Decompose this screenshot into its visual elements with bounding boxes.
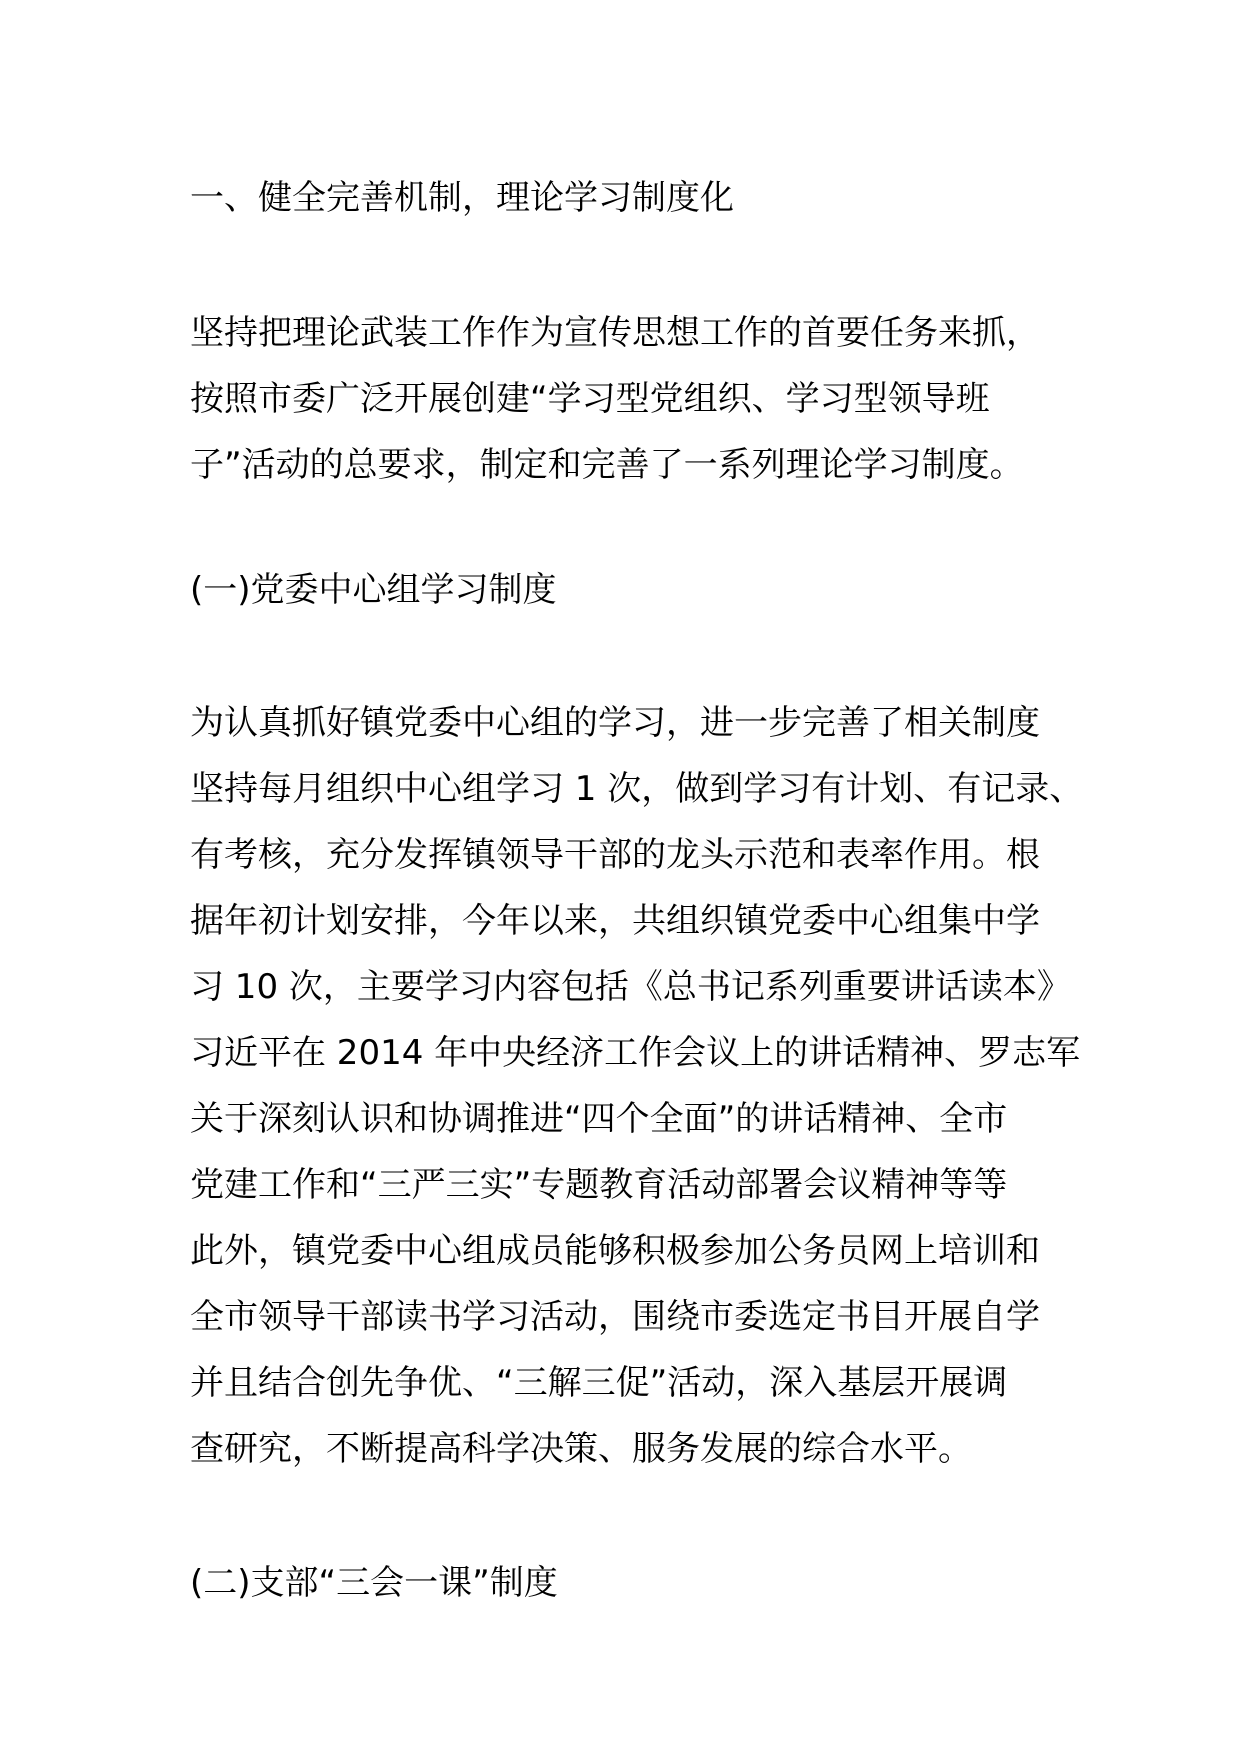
paragraph-line: 关于深刻认识和协调推进“四个全面”的讲话精神、全市 — [190, 1099, 1008, 1139]
intro-paragraph — [190, 300, 1070, 498]
paragraph-line: 查研究，不断提高科学决策、服务发展的综合水平。 — [190, 1429, 972, 1469]
paragraph-line: 据年初计划安排，今年以来，共组织镇党委中心组集中学 — [190, 901, 1040, 941]
heading-line: (二)支部“三会一课”制度 — [190, 1563, 558, 1603]
body-paragraph — [190, 690, 1084, 1482]
paragraph-line: 习近平在 2014 年中央经济工作会议上的讲话精神、罗志军 — [190, 1033, 1081, 1073]
paragraph-line: 并且结合创先争优、“三解三促”活动，深入基层开展调 — [190, 1363, 1008, 1403]
paragraph-line: 此外，镇党委中心组成员能够积极参加公务员网上培训和 — [190, 1231, 1040, 1271]
paragraph-line: 子”活动的总要求，制定和完善了一系列理论学习制度。 — [190, 445, 1024, 485]
heading-line: (一)党委中心组学习制度 — [190, 570, 557, 610]
subsection-heading-2 — [190, 1553, 1070, 1613]
paragraph-line: 党建工作和“三严三实”专题教育活动部署会议精神等等 — [190, 1165, 1008, 1205]
paragraph-line: 按照市委广泛开展创建“学习型党组织、学习型领导班 — [190, 379, 990, 419]
subsection-heading-1 — [190, 560, 1070, 620]
paragraph-line: 坚持每月组织中心组学习 1 次，做到学习有计划、有记录、 — [190, 769, 1084, 809]
paragraph-line: 全市领导干部读书学习活动，围绕市委选定书目开展自学 — [190, 1297, 1040, 1337]
section-heading — [190, 168, 1070, 228]
heading-line: 一、健全完善机制，理论学习制度化 — [190, 178, 734, 218]
paragraph-line: 有考核，充分发挥镇领导干部的龙头示范和表率作用。根 — [190, 835, 1040, 875]
paragraph-line: 习 10 次，主要学习内容包括《总书记系列重要讲话读本》 — [190, 967, 1071, 1007]
paragraph-line: 坚持把理论武装工作作为宣传思想工作的首要任务来抓， — [190, 313, 1040, 353]
paragraph-line: 为认真抓好镇党委中心组的学习，进一步完善了相关制度 — [190, 703, 1040, 743]
